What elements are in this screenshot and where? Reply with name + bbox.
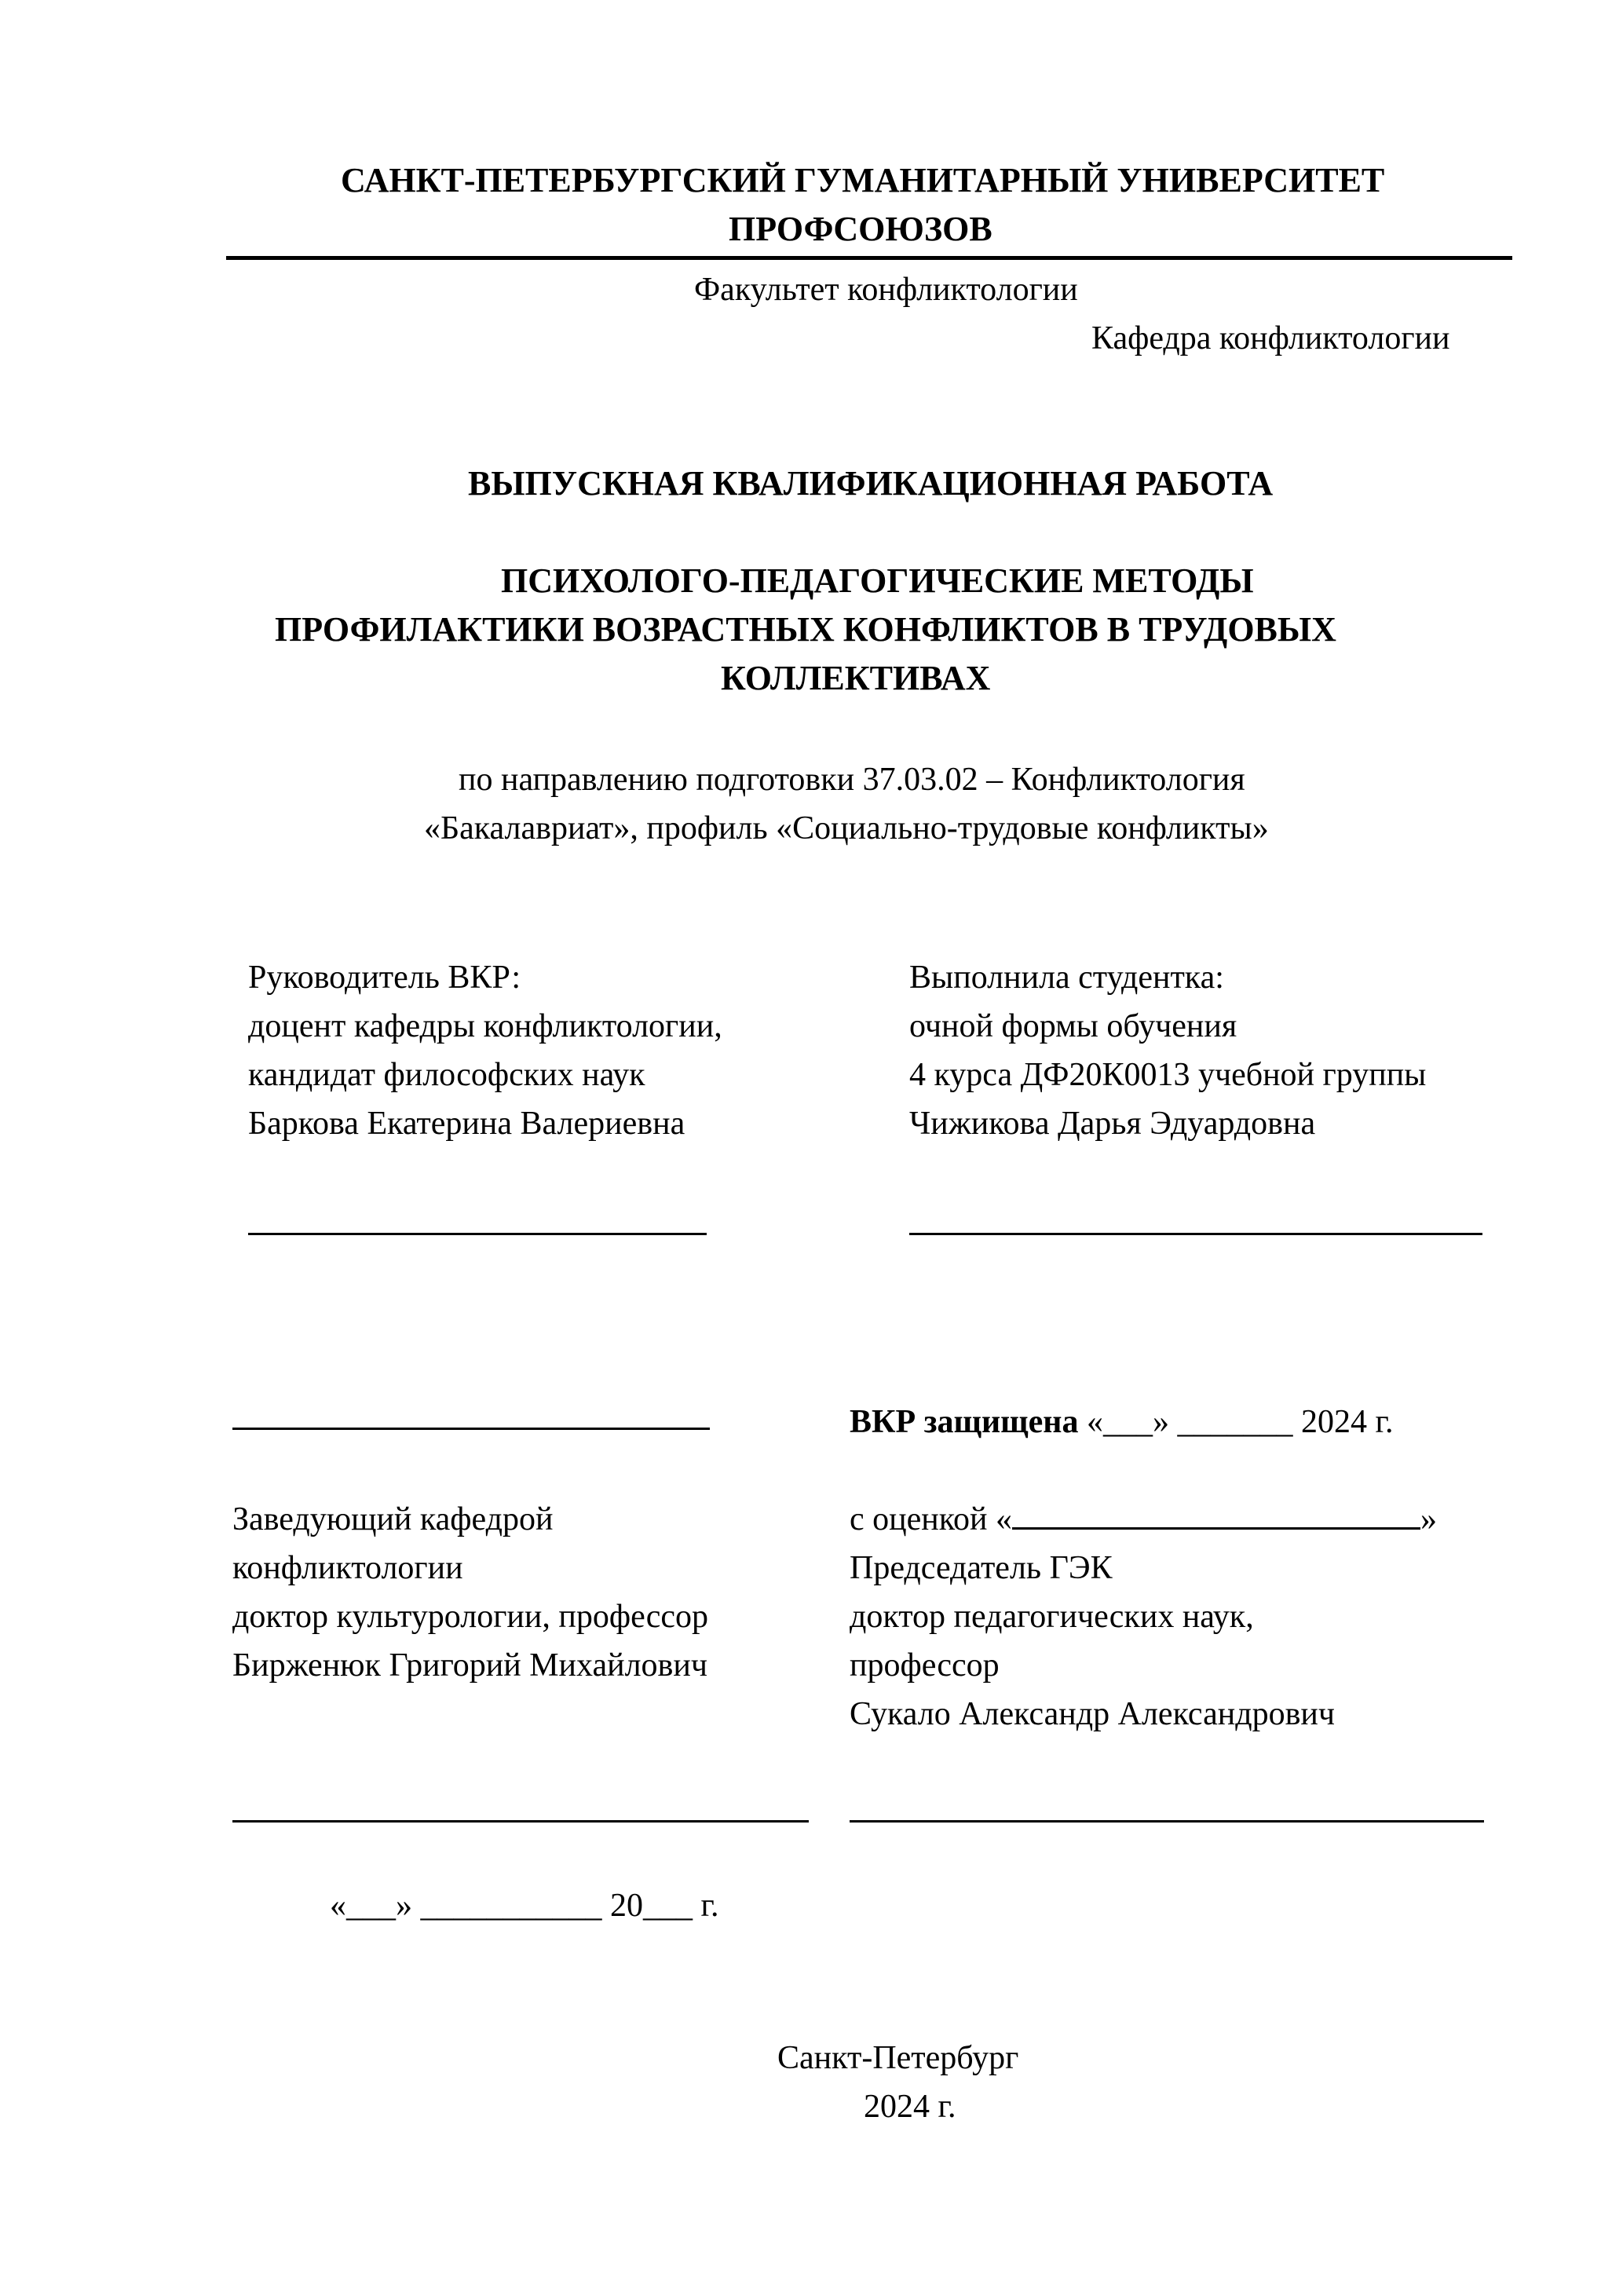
chair-signature-line <box>850 1820 1484 1823</box>
student-label: Выполнила студентка: <box>909 960 1224 996</box>
supervisor-label: Руководитель ВКР: <box>248 960 521 996</box>
defense-date <box>850 1398 1393 1446</box>
head-signature-line-top <box>232 1428 710 1430</box>
study-direction-line2: «Бакалавриат», профиль «Социально-трудовые конфликты» <box>424 810 1269 846</box>
student-signature-line <box>909 1233 1482 1235</box>
head-signature-line <box>232 1820 809 1823</box>
head-degree: доктор культурологии, профессор <box>232 1599 709 1635</box>
head-title-line2: конфликтологии <box>232 1550 463 1586</box>
grade-line <box>850 1495 1437 1544</box>
supervisor-signature-line <box>248 1233 707 1235</box>
thesis-title-line1: ПСИХОЛОГО-ПЕДАГОГИЧЕСКИЕ МЕТОДЫ <box>501 561 1254 600</box>
study-direction-line1: по направлению подготовки 37.03.02 – Конфликтология <box>459 762 1245 798</box>
thesis-title-line2: ПРОФИЛАКТИКИ ВОЗРАСТНЫХ КОНФЛИКТОВ В ТРУДОВЫХ <box>275 610 1336 649</box>
faculty-name: Факультет конфликтологии <box>694 272 1078 308</box>
grade-close: » <box>1420 1501 1437 1537</box>
student-study-form: очной формы обучения <box>909 1008 1237 1044</box>
head-name: Бирженюк Григорий Михайлович <box>232 1647 707 1684</box>
chair-rank: профессор <box>850 1647 1000 1684</box>
footer-year: 2024 г. <box>864 2089 956 2125</box>
student-group: 4 курса ДФ20К0013 учебной группы <box>909 1057 1427 1093</box>
chair-name: Сукало Александр Александрович <box>850 1696 1336 1732</box>
work-type-heading: ВЫПУСКНАЯ КВАЛИФИКАЦИОННАЯ РАБОТА <box>468 464 1274 503</box>
grade-blank <box>1012 1501 1420 1530</box>
defense-date-text: «___» _______ 2024 г. <box>1086 1404 1394 1440</box>
university-name-line2: ПРОФСОЮЗОВ <box>729 210 992 248</box>
approval-date: «___» ___________ 20___ г. <box>330 1888 719 1924</box>
footer-city: Санкт-Петербург <box>777 2040 1019 2076</box>
chair-title: Председатель ГЭК <box>850 1550 1113 1586</box>
chair-degree: доктор педагогических наук, <box>850 1599 1254 1635</box>
head-title-line1: Заведующий кафедрой <box>232 1501 554 1537</box>
header-rule <box>226 256 1512 260</box>
supervisor-name: Баркова Екатерина Валериевна <box>248 1106 685 1142</box>
department-name: Кафедра конфликтологии <box>1091 320 1450 356</box>
grade-label: с оценкой « <box>850 1501 1012 1537</box>
student-name: Чижикова Дарья Эдуардовна <box>909 1106 1316 1142</box>
thesis-title-line3: КОЛЛЕКТИВАХ <box>721 659 991 697</box>
defense-label: ВКР защищена <box>850 1404 1079 1440</box>
supervisor-position: доцент кафедры конфликтологии, <box>248 1008 722 1044</box>
university-name-line1: САНКТ-ПЕТЕРБУРГСКИЙ ГУМАНИТАРНЫЙ УНИВЕРСИТЕТ <box>341 161 1385 199</box>
supervisor-degree: кандидат философских наук <box>248 1057 645 1093</box>
